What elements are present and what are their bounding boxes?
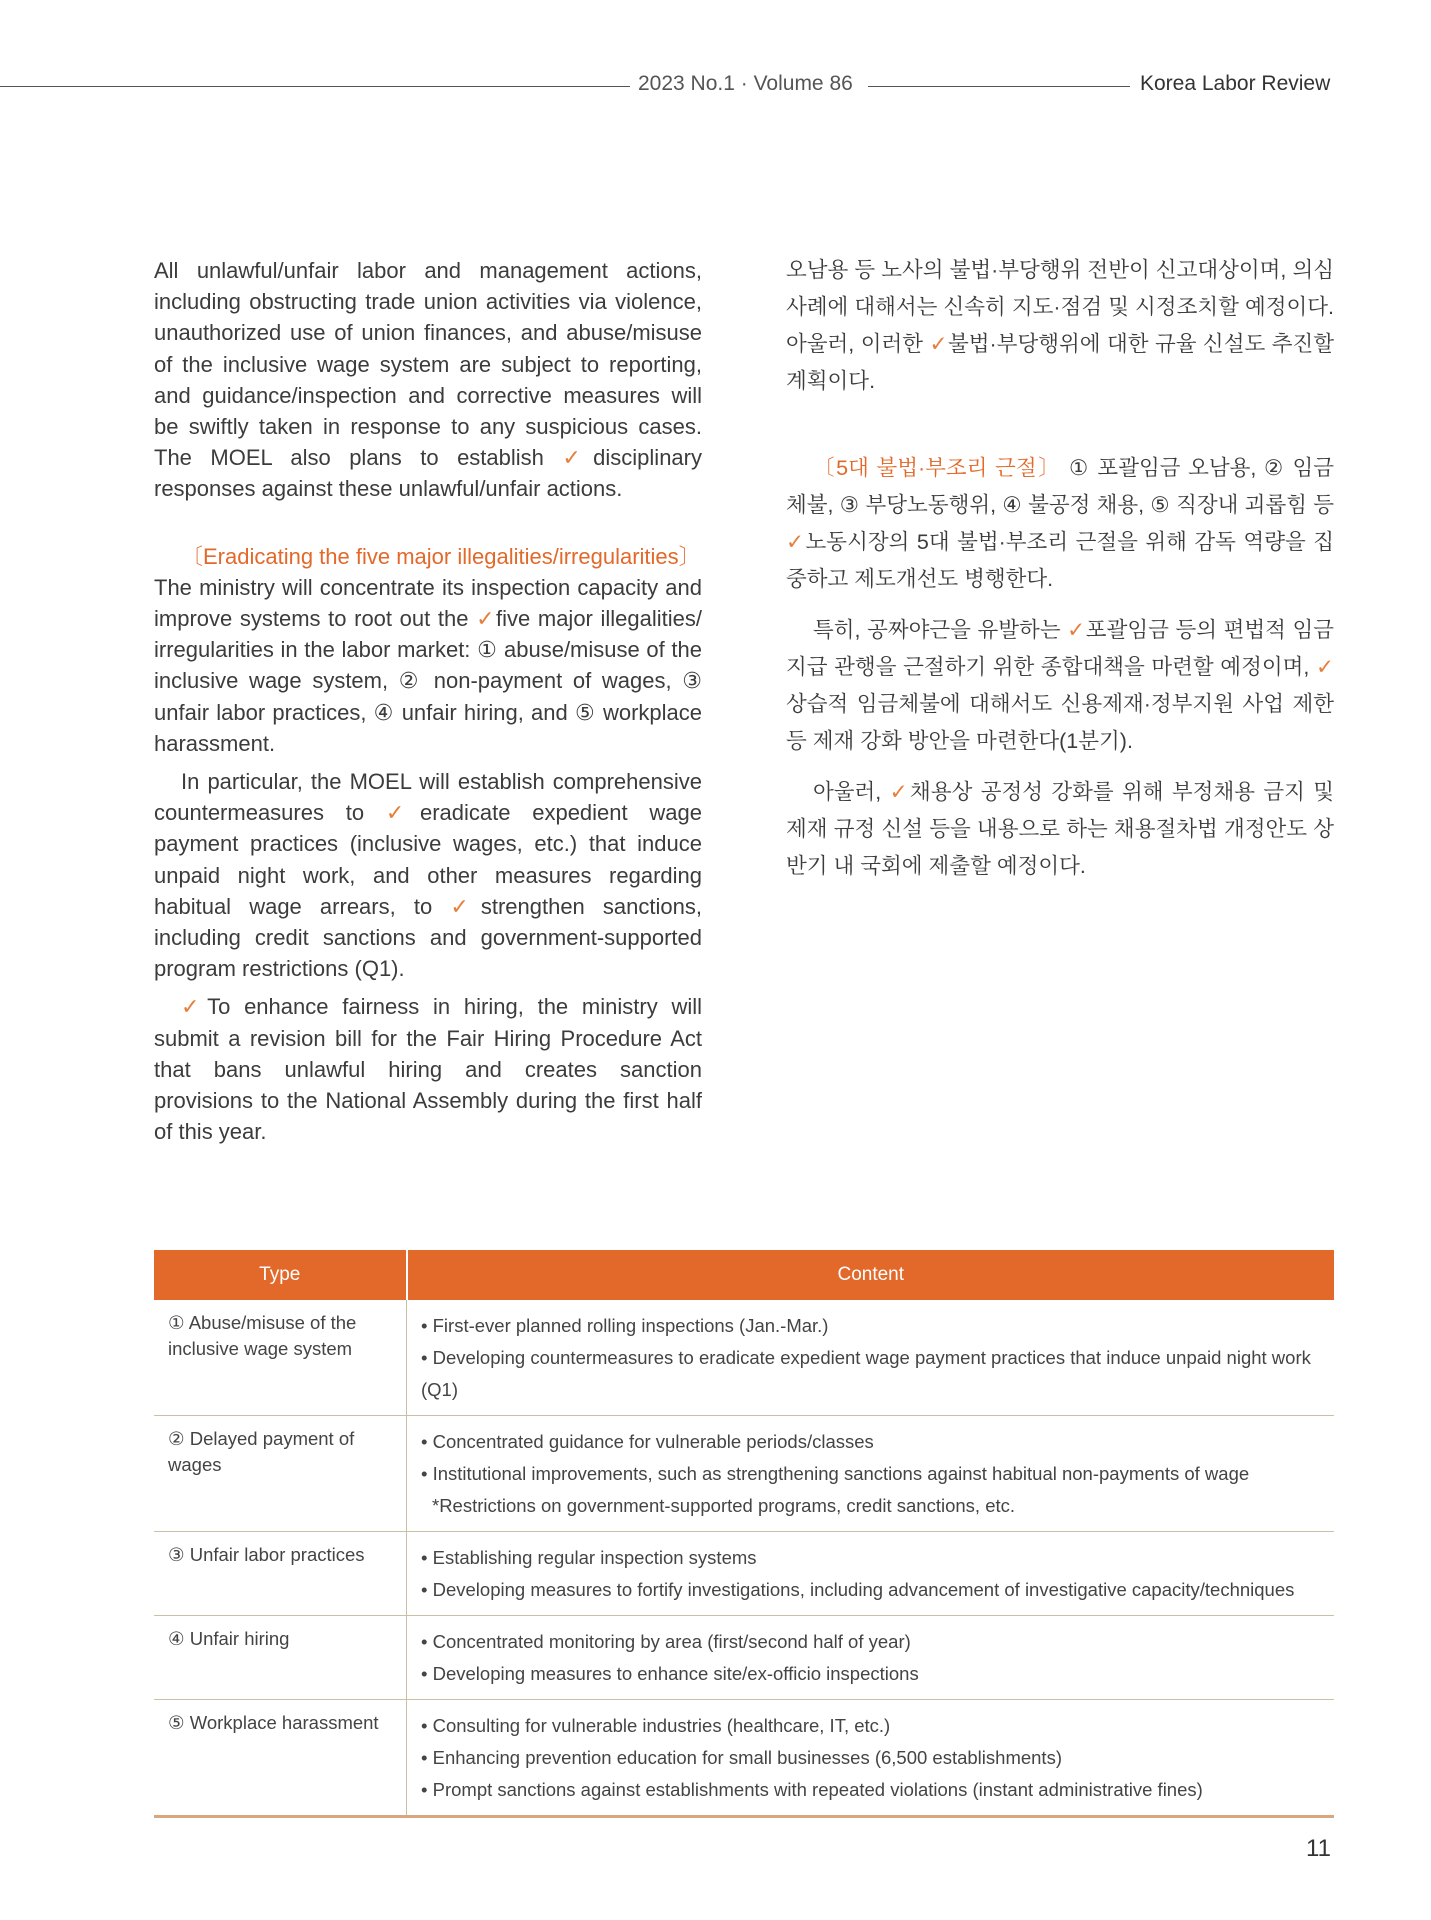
footnote: *Restrictions on government-supported programs, credit sanctions, etc. — [432, 1495, 1016, 1516]
paragraph — [786, 450, 1334, 598]
page-number: 11 — [1306, 1835, 1331, 1862]
check-icon: ✓ — [929, 332, 948, 356]
paragraph-text: 포괄임금 등의 편법적 임금지급 관행을 근절하기 위한 종합대책을 마련할 예정이며, — [786, 618, 1334, 679]
paragraph-text: 상습적 임금체불에 대해서도 신용제재·정부지원 사업 제한 등 제재 강화 방안을 마련한다(1분기). — [786, 692, 1334, 753]
check-icon: ✓ — [1067, 618, 1086, 642]
type-label: ② Delayed payment of wages — [168, 1428, 355, 1475]
check-icon: ✓ — [1315, 655, 1334, 679]
content-cell — [407, 1300, 1335, 1416]
check-icon: ✓ — [562, 445, 594, 471]
illegalities-table — [154, 1250, 1334, 1818]
list-item: • Enhancing prevention education for small businesses (6,500 establishments) — [421, 1747, 1062, 1768]
column-header-content: Content — [407, 1250, 1335, 1300]
paragraph-text: All unlawful/unfair labor and management actions, including obstructing trade union activities via violence, unauthorized use of union finances, and abuse/misuse of the inclusive wage system are subject to reporting, and guidance/inspection and corrective measures will be swiftly taken in response to any suspicious cases. The MOEL also plans to establish — [154, 258, 702, 471]
check-icon: ✓ — [450, 893, 481, 919]
table-row — [154, 1300, 1334, 1416]
type-label: ④ Unfair hiring — [168, 1628, 290, 1649]
paragraph-text: strengthen sanctions, including credit sanctions and government-supported program restrictions (Q1). — [154, 893, 702, 982]
table-row — [154, 1700, 1334, 1817]
table-row — [154, 1616, 1334, 1700]
paragraph-text: To enhance fairness in hiring, the ministry will submit a revision bill for the Fair Hiring Procedure Act that bans unlawful hiring and creates sanction provisions to the National Assembly during the first half of this year. — [154, 994, 702, 1145]
list-item: • Developing measures to fortify investigations, including advancement of investigative capacity/techniques — [421, 1579, 1295, 1600]
english-column — [154, 255, 702, 1147]
list-item: • Institutional improvements, such as strengthening sanctions against habitual non-payments of wage — [421, 1463, 1250, 1484]
paragraph — [154, 255, 702, 505]
paragraph-text: The ministry will concentrate its inspection capacity and improve systems to root out the — [154, 574, 702, 632]
type-cell — [154, 1300, 407, 1416]
list-item: • Consulting for vulnerable industries (healthcare, IT, etc.) — [421, 1715, 891, 1736]
journal-title: Korea Labor Review — [1140, 72, 1331, 95]
table-row — [154, 1416, 1334, 1532]
type-cell — [154, 1416, 407, 1532]
check-icon: ✓ — [476, 606, 497, 632]
table-header-row — [154, 1250, 1334, 1300]
content-cell — [407, 1416, 1335, 1532]
list-item: • Concentrated monitoring by area (first/second half of year) — [421, 1631, 911, 1652]
list-item: • Developing measures to enhance site/ex-officio inspections — [421, 1663, 919, 1684]
paragraph — [786, 252, 1334, 400]
paragraph-text: 특히, 공짜야근을 유발하는 — [813, 618, 1068, 642]
paragraph — [154, 991, 702, 1147]
header-rule-left — [0, 86, 630, 87]
check-icon: ✓ — [385, 800, 420, 826]
paragraph-text: ① 포괄임금 오남용, ② 임금체불, ③ 부당노동행위, ④ 불공정 채용, ⑤ 직장내 괴롭힘 등 — [786, 456, 1335, 517]
paragraph-text: 채용상 공정성 강화를 위해 부정채용 금지 및 제재 규정 신설 등을 내용으로 하는 채용절차법 개정안도 상반기 내 국회에 제출할 예정이다. — [786, 780, 1335, 878]
list-item: • Establishing regular inspection systems — [421, 1547, 757, 1568]
header-rule-right — [868, 86, 1130, 87]
table-row — [154, 1532, 1334, 1616]
check-icon: ✓ — [889, 780, 911, 804]
list-item: • Developing countermeasures to eradicate expedient wage payment practices that induce unpaid night work (Q1) — [421, 1347, 1311, 1400]
paragraph-text: In particular, the MOEL will establish comprehensive countermeasures to — [154, 769, 702, 826]
list-item: • Prompt sanctions against establishments with repeated violations (instant administrative fines) — [421, 1779, 1203, 1800]
paragraph-text: 아울러, — [813, 780, 890, 804]
list-item: • First-ever planned rolling inspections (Jan.-Mar.) — [421, 1315, 829, 1336]
paragraph-text: 오남용 등 노사의 불법·부당행위 전반이 신고대상이며, 의심 사례에 대해서는 신속히 지도·점검 및 시정조치할 예정이다. 아울러, 이러한 — [786, 258, 1334, 356]
paragraph-text: disciplinary responses against these unlawful/unfair actions. — [154, 445, 702, 502]
type-label: ⑤ Workplace harassment — [168, 1712, 379, 1733]
content-cell — [407, 1616, 1335, 1700]
korean-column — [786, 252, 1334, 885]
section-heading: 〔5대 불법·부조리 근절〕 — [813, 456, 1062, 480]
section-heading: 〔Eradicating the five major illegalities/irregularities〕 — [181, 543, 701, 569]
check-icon: ✓ — [181, 994, 208, 1020]
paragraph — [786, 774, 1334, 885]
type-cell — [154, 1700, 407, 1817]
paragraph — [154, 766, 702, 984]
list-item: • Concentrated guidance for vulnerable periods/classes — [421, 1431, 874, 1452]
issue-label: 2023 No.1 · Volume 86 — [638, 72, 853, 95]
check-icon: ✓ — [786, 530, 806, 554]
type-label: ③ Unfair labor practices — [168, 1544, 365, 1565]
type-cell — [154, 1532, 407, 1616]
paragraph-text: eradicate expedient wage payment practices (inclusive wages, etc.) that induce unpaid night work, and other measures regarding habitual wage arrears, to — [154, 800, 702, 919]
paragraph-text: 불법·부당행위에 대한 규율 신설도 추진할 계획이다. — [786, 332, 1334, 393]
page-header — [0, 70, 1431, 100]
paragraph — [154, 572, 702, 759]
type-label: ① Abuse/misuse of the inclusive wage system — [168, 1312, 357, 1359]
type-cell — [154, 1616, 407, 1700]
column-header-type: Type — [154, 1250, 407, 1300]
content-cell — [407, 1700, 1335, 1817]
content-cell — [407, 1532, 1335, 1616]
paragraph — [786, 612, 1334, 760]
paragraph-text: five major illegalities/ irregularities in the labor market: ① abuse/misuse of the inclusive wage system, ② non-payment of wages, ③ unfair labor practices, ④ unfair hiring, and ⑤ workplace harassment. — [154, 606, 702, 756]
paragraph-text: 노동시장의 5대 불법·부조리 근절을 위해 감독 역량을 집중하고 제도개선도 병행한다. — [786, 530, 1334, 591]
